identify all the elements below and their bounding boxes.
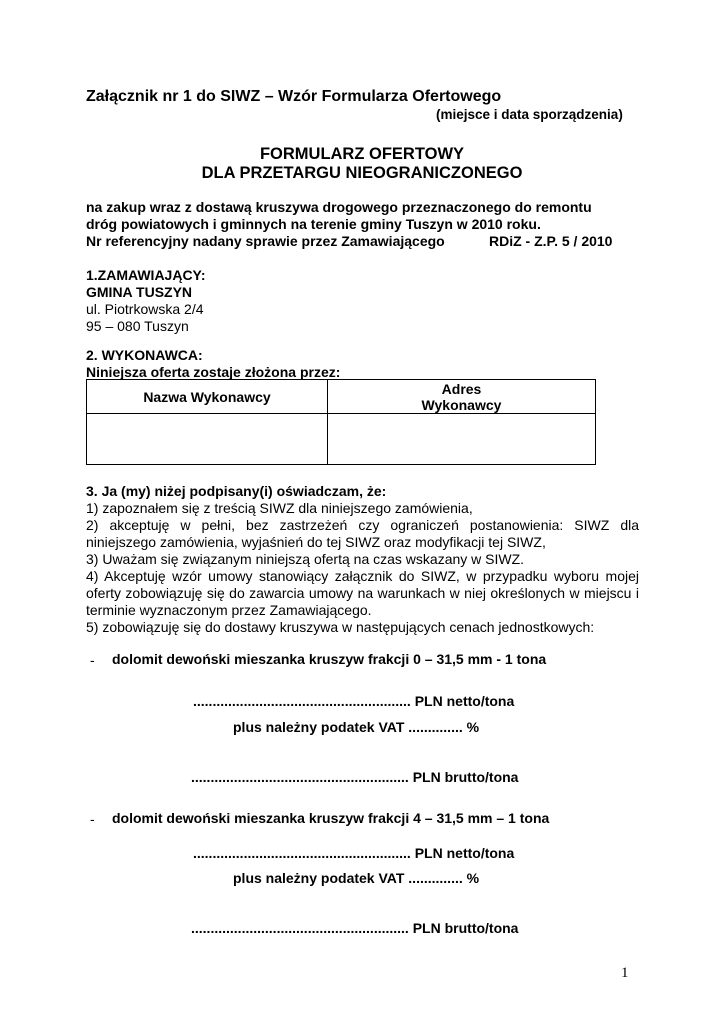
section1-heading: 1.ZAMAWIAJĄCY:: [86, 267, 206, 283]
ordering-party-name: GMINA TUSZYN: [86, 284, 193, 300]
product2-label: dolomit dewoński mieszanka kruszyw frakcji 4 – 31,5 mm – 1 tona: [112, 810, 550, 826]
reference-label: Nr referencyjny nadany sprawie przez Zamawiającego: [86, 233, 445, 249]
product1-label: dolomit dewoński mieszanka kruszyw frakcji 0 – 31,5 mm - 1 tona: [112, 651, 547, 667]
intro-line1: na zakup wraz z dostawą kruszywa drogowego przeznaczonego do remontu: [86, 199, 592, 215]
product2-bullet: -: [90, 811, 95, 827]
contractor-table-row: [87, 414, 596, 465]
statement-item-5: 5) zobowiązuję się do dostawy kruszywa w następujących cenach jednostkowych:: [86, 619, 595, 635]
contractor-address-header-line2: Wykonawcy: [421, 396, 502, 413]
statement-item-1: 1) zapoznałem się z treścią SIWZ dla niniejszego zamówienia,: [86, 500, 473, 516]
contractor-name-header: [87, 380, 328, 414]
contractor-name-cell[interactable]: [87, 414, 328, 465]
contractor-address-cell[interactable]: [328, 414, 596, 465]
attachment-title: Załącznik nr 1 do SIWZ – Wzór Formularza Ofertowego: [86, 88, 502, 105]
product2-netto-field[interactable]: ........................................................ PLN netto/tona: [193, 845, 515, 861]
statement-item-3: 3) Uważam się związanym niniejszą ofertą na czas wskazany w SIWZ.: [86, 551, 525, 567]
form-title-line1: FORMULARZ OFERTOWY: [259, 145, 465, 163]
product1-brutto-field[interactable]: ........................................................ PLN brutto/tona: [191, 769, 519, 785]
product1-bullet: -: [90, 652, 95, 668]
section3-heading: 3. Ja (my) niżej podpisany(i) oświadczam, że:: [86, 483, 387, 499]
product1-vat-field[interactable]: plus należny podatek VAT .............. %: [233, 719, 480, 735]
contractor-table: [86, 379, 596, 465]
reference-number: RDiZ - Z.P. 5 / 2010: [489, 233, 613, 249]
product2-vat-field[interactable]: plus należny podatek VAT .............. %: [233, 870, 480, 886]
contractor-address-header-line1: Adres: [441, 380, 482, 397]
contractor-table-header-row: [87, 380, 596, 414]
place-date-label: (miejsce i data sporządzenia): [436, 107, 623, 122]
section2-subheading: Niniejsza oferta zostaje złożona przez:: [86, 364, 341, 380]
form-title-line2: DLA PRZETARGU NIEOGRANICZONEGO: [201, 164, 523, 182]
contractor-name-header-label: Nazwa Wykonawcy: [143, 388, 271, 405]
contractor-address-header: [328, 380, 596, 414]
ordering-party-city: 95 – 080 Tuszyn: [86, 318, 189, 334]
product1-netto-field[interactable]: ........................................................ PLN netto/tona: [193, 693, 515, 709]
statement-item-2: 2) akceptuję w pełni, bez zastrzeżeń czy ograniczeń postanowienia: SIWZ dla niniejszego zamówienia, wyjaśnień do tej SIWZ oraz modyfikacji tej SIWZ,: [86, 517, 639, 550]
section2-heading: 2. WYKONAWCA:: [86, 347, 203, 363]
statement-item-4: 4) Akceptuję wzór umowy stanowiący załącznik do SIWZ, w przypadku wyboru mojej oferty zobowiązuję się do zawarcia umowy na warunkach w niej określonych w miejscu i terminie wyznaczonym przez Zamawiającego.: [86, 568, 639, 618]
page-number: 1: [621, 965, 629, 981]
product2-brutto-field[interactable]: ........................................................ PLN brutto/tona: [191, 920, 519, 936]
intro-line2: dróg powiatowych i gminnych na terenie gminy Tuszyn w 2010 roku.: [86, 216, 541, 232]
ordering-party-street: ul. Piotrkowska 2/4: [86, 301, 204, 317]
